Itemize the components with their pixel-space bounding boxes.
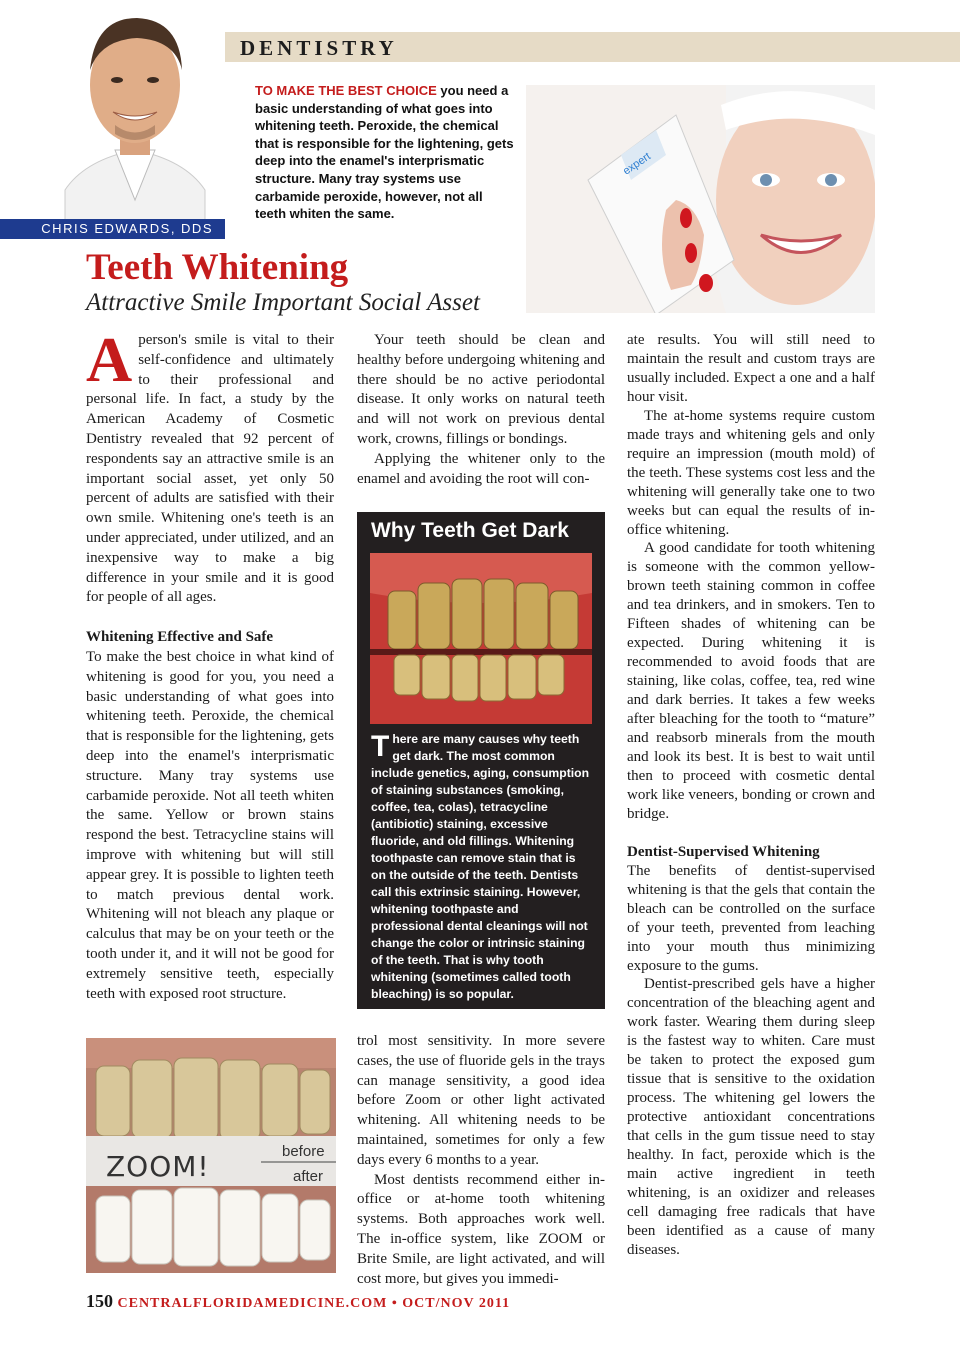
intro-blurb [255,82,517,223]
drop-cap: A [86,324,133,395]
column-1 [86,324,334,1004]
zoom-before-after-photo [86,1038,336,1273]
col3-paragraph-4: The benefits of dentist-supervised whitening is that the gels that contain the bleach can be controlled on the surface of your teeth, prevented from leaching into your mouth thus minimizing exposure to the gums. [627,862,875,974]
column-3 [627,331,875,1260]
col3-paragraph-5: Dentist-prescribed gels have a higher concentration of the bleaching agent and work faster. Wearing them during sleep is the fastest way to whiten. Care must be taken to protect the exposed gum tissue that is sensitive to the oxidation process. The whitening gel lowers the protective antioxidant concentrations that cells in the gum tissue need to stay healthy. In fact, peroxide which is the main active ingredient in teeth whitening, is an oxidizer and releases cell damaging free radicals that have been identified as a cause of many diseases. [627,976,875,1258]
footer-issue: OCT/NOV 2011 [402,1296,511,1311]
sidebar-text [371,731,593,1003]
page-number: 150 [86,1291,113,1311]
col2-paragraph-3: trol most sensitivity. In more severe cases, the use of fluoride gels in the trays can manage sensitivity, a good idea before Zoom or other light activated whitening. All whitening needs to be maintained, sometimes for only a few days every 6 months to a year. [357,1033,605,1168]
hero-photo [526,85,875,313]
col3-paragraph-2: The at-home systems require custom made trays and whitening gels and only require an impression (mouth mold) of the teeth. These systems cost less and the whitening will generally take one to two weeks but can equal the results of in-office whitening. [627,407,875,538]
sidebar-title: Why Teeth Get Dark [371,519,569,542]
section-label: DENTISTRY [240,36,398,60]
after-label: after [293,1168,324,1185]
intro-text: you need a basic understanding of what goes into whitening teeth. Peroxide, the chemical that is responsible for the lightening, gets deep into the enamel's interprismatic structure. Many tray systems use carbamide peroxide, however, not all teeth whiten the same. [255,83,514,222]
column-2-top [357,331,605,489]
col3-paragraph-3: A good candidate for tooth whitening is someone with the common yellow-brown teeth staining common in coffee and tea drinkers, and in smokers. Ten to Fifteen shades of whitening can be expected. During whitening it is recommended to avoid foods that are staining, like colas, coffee, tea, red wine and dark berries. It takes a few weeks after bleaching for the tooth to “mature” and reabsorb minerals from the mouth and look its best. It is best to wait until then to proceed with cosmetic dental work like veneers, bonding or crown and bridge. [627,540,875,822]
col2-paragraph-2: Applying the whitener only to the enamel and avoiding the root will con- [357,450,605,487]
sidebar-teeth-photo [370,553,592,724]
article-subtitle: Attractive Smile Important Social Asset [86,289,480,316]
author-name-bar: CHRIS EDWARDS, DDS [0,219,225,239]
sidebar-drop-cap: T [371,730,390,763]
page-footer [86,1291,510,1312]
before-label: before [282,1143,325,1160]
sidebar-body: here are many causes why teeth get dark. The most common include genetics, aging, consumption of staining substances (smoking, coffee, tea, colas), tetracycline (antibiotic) staining, excessive fluoride, and old fillings. Whitening toothpaste can remove stain that is on the outside of the teeth. Dentists call this extrinsic staining. However, whitening toothpaste and professional dental cleanings will not change the color or intrinsic staining of the teeth. That is why tooth whitening (sometimes called tooth bleaching) is so popular. [371,732,590,1001]
col1-subheading: Whitening Effective and Safe [86,629,274,646]
col1-paragraph-2: To make the best choice in what kind of whitening is good for you, you need a basic understanding of what goes into whitening teeth. Peroxide, the chemical that is responsible for the lightening, gets deep into the enamel's interprismatic structure. Many tray systems use carbamide peroxide. Not all teeth whiten the same. Yellow or brown stains respond the best. Tetracycline stains will improve with whitening but will still appear grey. It is possible to lighten teeth to match previous dental work. Whitening will not bleach any plaque or calculus that may be on your teeth or the tooth under it, and it will not be good for extremely sensitive teeth, especially teeth with exposed root structure. [86,648,334,1002]
footer-separator: • [391,1296,398,1311]
column-2-bottom [357,1032,605,1289]
col3-subheading: Dentist-Supervised Whitening [627,843,820,860]
col2-paragraph-1: Your teeth should be clean and healthy before undergoing whitening and there should be no active periodontal disease. It only works on natural teeth and will not work on previous dental work, crowns, fillings or bondings. [357,332,605,447]
footer-site: CENTRALFLORIDAMEDICINE.COM [117,1296,388,1311]
zoom-logo: ZOOM! [106,1150,210,1183]
product-label: expert [620,150,654,178]
intro-lead: TO MAKE THE BEST CHOICE [255,83,437,98]
col3-paragraph-1: ate results. You will still need to maintain the result and custom trays are usually included. Expect a one and a half hour visit. [627,332,875,405]
col1-paragraph-1: person's smile is vital to their self-confidence and ultimately to their professional and personal life. In fact, a study by the American Academy of Cosmetic Dentistry revealed that 92 percent of respondents say an attractive smile is an important social asset, yet only 50 percent of adults are satisfied with their own smile. Whitening one's teeth is an under appreciated, under utilized, and an inexpensive way to make a big difference in your smile and it is good for people of all ages. [86,332,334,606]
col2-paragraph-4: Most dentists recommend either in-office or at-home tooth whitening systems. Both approaches work well. The in-office system, like ZOOM or Brite Smile, are light activated, and will cost more, but gives you immedi- [357,1171,605,1287]
author-photo [45,0,225,222]
article-title: Teeth Whitening [86,247,349,288]
